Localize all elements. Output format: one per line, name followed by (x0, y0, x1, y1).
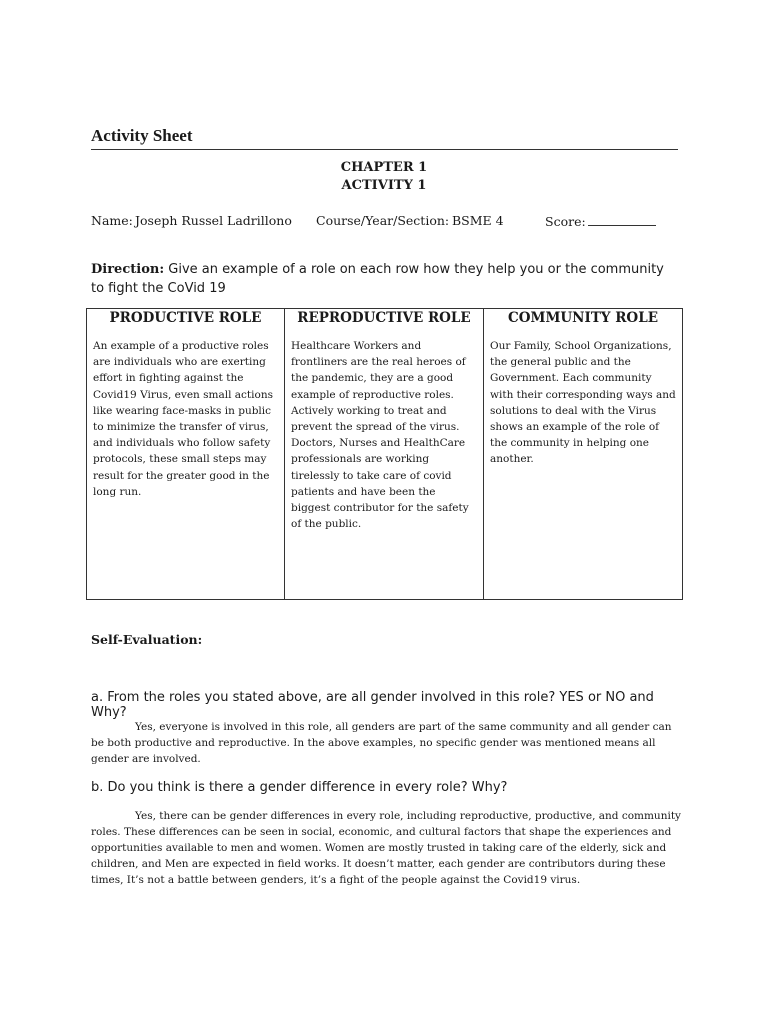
page-title: Activity Sheet (91, 126, 193, 145)
course-value: BSME 4 (452, 213, 504, 228)
roles-content-row (87, 334, 683, 600)
answer-b: Yes, there can be gender differences in every role, including reproductive, productive, and community roles. These differences can be seen in social, economic, and cultural factors that shape the experiences and opportunities available to men and women. Women are mostly trusted in taking care of the elderly, sick and children, and Men are expected in field works. It doesn’t matter, each gender are contributors during these times, It’s not a battle between genders, it’s a fight of the people against the Covid19 virus. (91, 810, 681, 886)
cell-reproductive-role: Healthcare Workers and frontliners are the real heroes of the pandemic, they are a good example of reproductive roles. Actively working to treat and prevent the spread of the virus. Doctors, Nurses and HealthCare professionals are working tirelessly to take care of covid patients and have been the biggest contributor for the safety of the public. (285, 334, 484, 600)
direction-text (91, 260, 681, 298)
score-blank-line (588, 213, 656, 226)
chapter-heading: CHAPTER 1 (340, 160, 428, 175)
name-value: Joseph Russel Ladrillono (135, 213, 292, 228)
title-divider (91, 149, 678, 150)
roles-header-row (87, 309, 683, 335)
score-label: Score: (545, 214, 586, 229)
header-productive-role: PRODUCTIVE ROLE (87, 309, 285, 335)
course-label: Course/Year/Section: (316, 213, 450, 228)
score-field (545, 213, 656, 229)
header-reproductive-role: REPRODUCTIVE ROLE (285, 309, 484, 335)
cell-productive-role: An example of a productive roles are individuals who are exerting effort in fighting against the Covid19 Virus, even small actions like wearing face-masks in public to minimize the transfer of virus, and individuals who follow safety protocols, these small steps may result for the greater good in the long run. (87, 334, 285, 600)
question-b: b. Do you think is there a gender difference in every role? Why? (91, 780, 508, 795)
direction-label: Direction: (91, 262, 165, 277)
self-evaluation-heading: Self-Evaluation: (91, 632, 203, 647)
roles-table (86, 308, 683, 600)
direction-body: Give an example of a role on each row how they help you or the community to fight the CoVid 19 (91, 262, 664, 296)
question-a: a. From the roles you stated above, are all gender involved in this role? YES or NO and Why? (91, 690, 654, 720)
activity-heading: ACTIVITY 1 (341, 178, 427, 193)
cell-community-role: Our Family, School Organizations, the general public and the Government. Each community with their corresponding ways and solutions to deal with the Virus shows an example of the role of the community in helping one another. (484, 334, 683, 600)
answer-a: Yes, everyone is involved in this role, all genders are part of the same community and all gender can be both productive and reproductive. In the above examples, no specific gender was mentioned means all gender are involved. (91, 721, 672, 765)
name-label: Name: (91, 213, 133, 228)
header-community-role: COMMUNITY ROLE (484, 309, 683, 335)
